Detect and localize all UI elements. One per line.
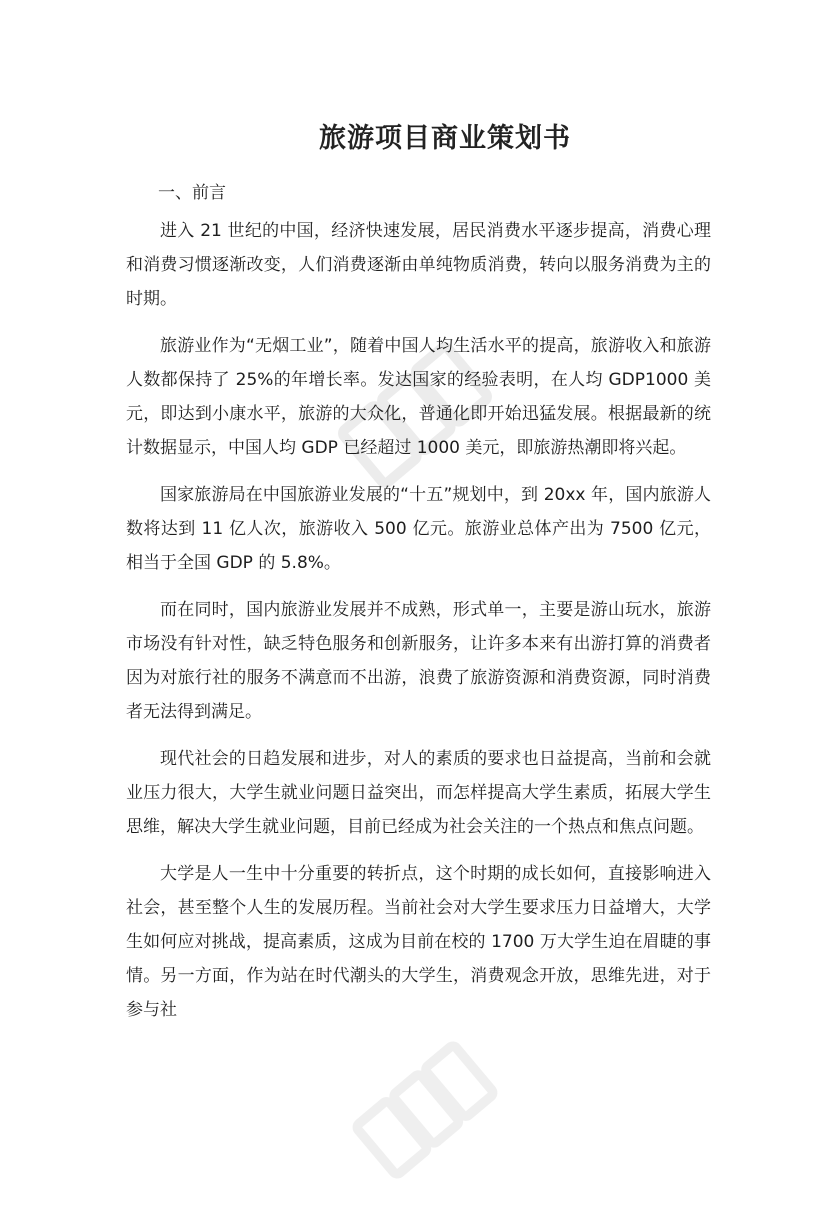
paragraph: 现代社会的日趋发展和进步，对人的素质的要求也日益提高，当前和会就业压力很大，大学生就业问题日益突出，而怎样提高大学生素质，拓展大学生思维，解决大学生就业问题，目前已经成为社会关注的一个热点和焦点问题。 [126, 749, 711, 837]
paragraph: 旅游业作为“无烟工业”，随着中国人均生活水平的提高，旅游收入和旅游人数都保持了 25%的年增长率。发达国家的经验表明，在人均 GDP1000 美元，即达到小康水平，旅游的大众化，普通化即开始迅猛发展。根据最新的统计数据显示，中国人均 GDP 已经超过 1000 美元，即旅游热潮即将兴起。 [126, 336, 711, 458]
document-body [126, 214, 711, 1040]
section-heading: 一、前言 [158, 183, 226, 203]
paragraph: 而在同时，国内旅游业发展并不成熟，形式单一，主要是游山玩水，旅游市场没有针对性，缺乏特色服务和创新服务，让许多本来有出游打算的消费者因为对旅行社的服务不满意而不出游，浪费了旅游资源和消费资源，同时消费者无法得到满足。 [126, 600, 711, 722]
document-title: 旅游项目商业策划书 [319, 123, 571, 154]
paragraph: 进入 21 世纪的中国，经济快速发展，居民消费水平逐步提高，消费心理和消费习惯逐渐改变，人们消费逐渐由单纯物质消费，转向以服务消费为主的时期。 [126, 221, 711, 309]
paragraph: 大学是人一生中十分重要的转折点，这个时期的成长如何，直接影响进入社会，甚至整个人生的发展历程。当前社会对大学生要求压力日益增大，大学生如何应对挑战，提高素质，这成为目前在校的 1700 万大学生迫在眉睫的事情。另一方面，作为站在时代潮头的大学生，消费观念开放，思维先进，对于参与社 [126, 864, 711, 1020]
paragraph: 国家旅游局在中国旅游业发展的“十五”规划中，到 20xx 年，国内旅游人数将达到 11 亿人次，旅游收入 500 亿元。旅游业总体产出为 7500 亿元，相当于全国 GDP 的 5.8%。 [126, 485, 711, 573]
